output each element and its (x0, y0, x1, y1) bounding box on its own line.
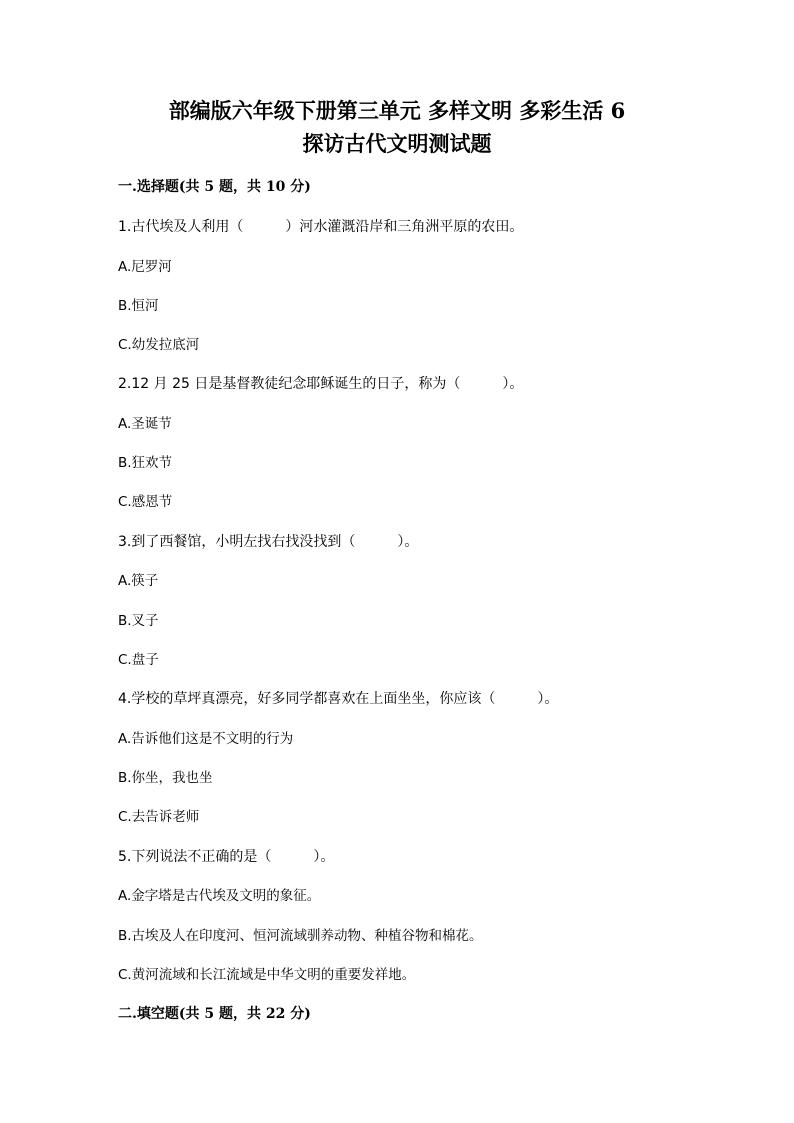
question-2-option-b: B.狂欢节 (118, 455, 173, 471)
question-2-stem: 2.12 月 25 日是基督教徒纪念耶稣诞生的日子，称为（ ）。 (118, 376, 524, 392)
question-3-option-b: B.叉子 (118, 613, 159, 629)
question-4-option-b: B.你坐，我也坐 (118, 770, 213, 786)
question-1-option-c: C.幼发拉底河 (118, 337, 200, 353)
document-title-line-1: 部编版六年级下册第三单元 多样文明 多彩生活 6 (168, 98, 626, 123)
question-4-option-c: C.去告诉老师 (118, 809, 200, 825)
question-5-stem: 5.下列说法不正确的是（ ）。 (118, 849, 335, 865)
question-5-option-c: C.黄河流域和长江流域是中华文明的重要发祥地。 (118, 967, 416, 983)
question-3-option-c: C.盘子 (118, 652, 159, 668)
question-5-option-b: B.古埃及人在印度河、恒河流域驯养动物、种植谷物和棉花。 (118, 928, 483, 944)
question-3-stem: 3.到了西餐馆，小明左找右找没找到（ ）。 (118, 534, 419, 550)
question-4-stem: 4.学校的草坪真漂亮，好多同学都喜欢在上面坐坐，你应该（ ）。 (118, 691, 559, 707)
section-heading-multiple-choice: 一.选择题(共 5 题，共 10 分) (118, 179, 311, 195)
section-heading-fill-in-blank: 二.填空题(共 5 题，共 22 分) (118, 1006, 311, 1022)
question-1-stem: 1.古代埃及人利用（ ）河水灌溉沿岸和三角洲平原的农田。 (118, 219, 524, 235)
question-1-option-b: B.恒河 (118, 298, 159, 314)
question-1-option-a: A.尼罗河 (118, 259, 172, 275)
document-title-line-2: 探访古代文明测试题 (302, 131, 492, 156)
question-2-option-c: C.感恩节 (118, 494, 173, 510)
question-3-option-a: A.筷子 (118, 573, 159, 589)
question-4-option-a: A.告诉他们这是不文明的行为 (118, 731, 294, 747)
question-5-option-a: A.金字塔是古代埃及文明的象征。 (118, 888, 321, 904)
question-2-option-a: A.圣诞节 (118, 416, 172, 432)
